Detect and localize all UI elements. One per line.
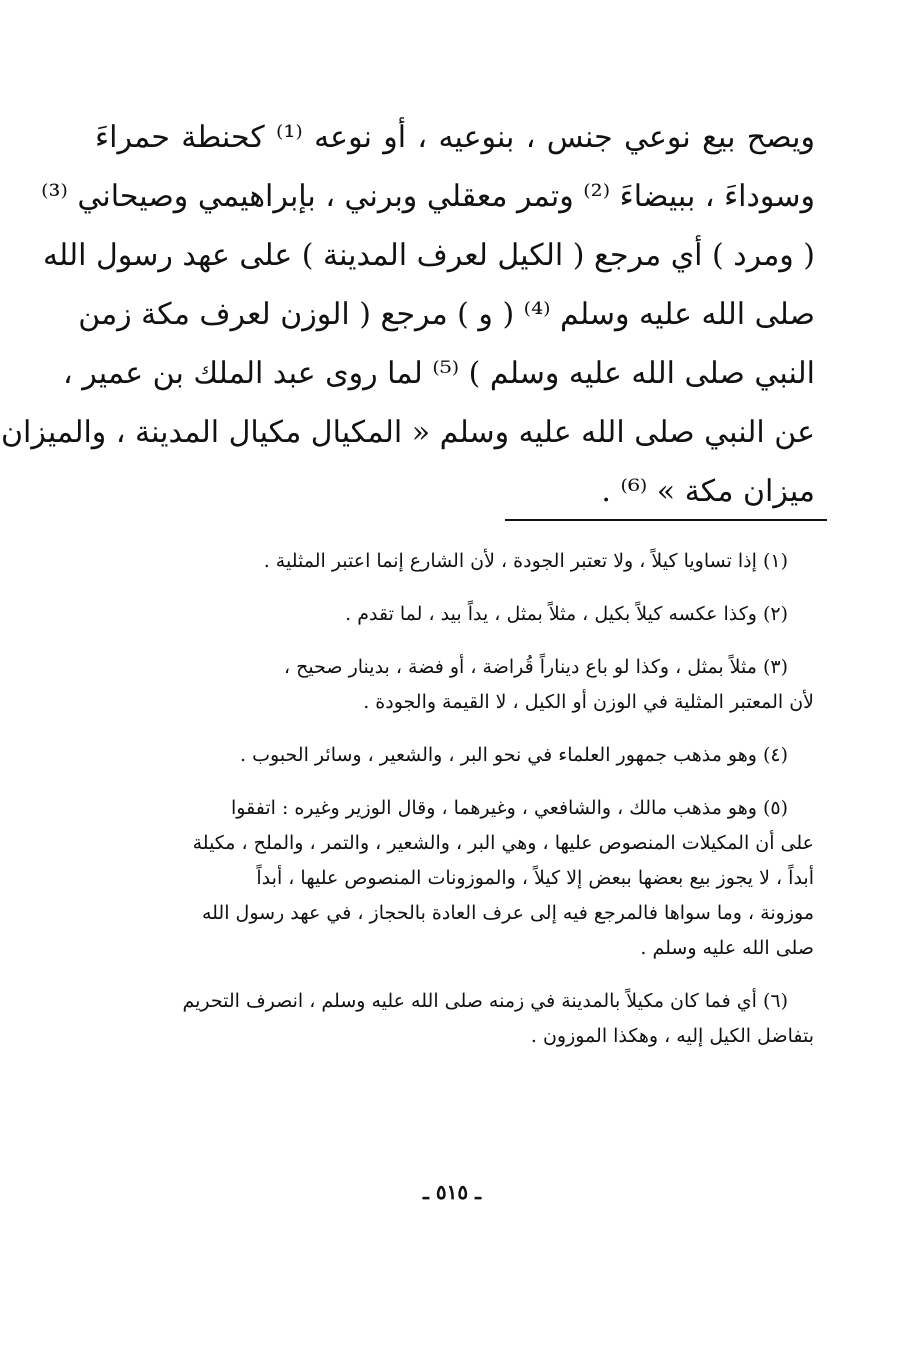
- footnote-number: (٤): [762, 744, 788, 766]
- footnote-line: موزونة ، وما سواها فالمرجع فيه إلى عرف العادة بالحجاز ، في عهد رسول الله: [201, 902, 814, 924]
- footnote-line: [72, 984, 814, 1019]
- footnotes-block: [72, 544, 814, 1072]
- main-text-block: [1, 108, 815, 521]
- main-text-line: ميزان مكة » ⁽⁶⁾ .: [601, 474, 815, 509]
- footnote-text: وهو مذهب جمهور العلماء في نحو البر ، والشعير ، وسائر الحبوب .: [240, 744, 757, 766]
- main-text-line: صلى الله عليه وسلم ⁽⁴⁾ ( و ) مرجع ( الوزن لعرف مكة زمن: [78, 297, 815, 332]
- footnote-number: (١): [762, 550, 788, 572]
- main-text-line: وسوداءَ ، ببيضاءَ ⁽²⁾ وتمر معقلي وبرني ، بإبراهيمي وصيحاني ⁽³⁾: [41, 179, 815, 214]
- footnote-line: لأن المعتبر المثلية في الوزن أو الكيل ، لا القيمة والجودة .: [363, 691, 814, 713]
- footnote-line: [72, 544, 814, 579]
- footnote-number: (٥): [762, 797, 788, 819]
- footnote-line: أبداً ، لا يجوز بيع بعضها ببعض إلا كيلاً ، والموزونات المنصوص عليها ، أبداً: [256, 867, 814, 889]
- footnote-text: وهو مذهب مالك ، والشافعي ، وغيرهما ، وقال الوزير وغيره : اتفقوا: [231, 797, 757, 819]
- footnote-line: بتفاضل الكيل إليه ، وهكذا الموزون .: [530, 1025, 814, 1047]
- footnote: [72, 738, 814, 773]
- footnote-text: أي فما كان مكيلاً بالمدينة في زمنه صلى الله عليه وسلم ، انصرف التحريم: [182, 990, 757, 1012]
- footnote-line: صلى الله عليه وسلم .: [640, 937, 814, 959]
- footnote-number: (٢): [762, 603, 788, 625]
- footnote: [72, 984, 814, 1054]
- footnote: [72, 650, 814, 720]
- footnote: [72, 597, 814, 632]
- main-text-line: النبي صلى الله عليه وسلم ) ⁽⁵⁾ لما روى عبد الملك بن عمير ،: [63, 356, 815, 391]
- footnote-text: مثلاً بمثل ، وكذا لو باع ديناراً قُراضة ، أو فضة ، بدينار صحيح ،: [283, 656, 757, 678]
- footnote: [72, 544, 814, 579]
- footnote-line: [72, 738, 814, 773]
- main-text-line: ويصح بيع نوعي جنس ، بنوعيه ، أو نوعه ⁽¹⁾ كحنطة حمراءَ: [95, 120, 815, 155]
- footnote-text: إذا تساويا كيلاً ، ولا تعتبر الجودة ، لأن الشارع إنما اعتبر المثلية .: [263, 550, 757, 572]
- footnote-line: على أن المكيلات المنصوص عليها ، وهي البر ، والشعير ، والتمر ، والملح ، مكيلة: [192, 832, 814, 854]
- footnote-number: (٣): [762, 656, 788, 678]
- main-text-line: عن النبي صلى الله عليه وسلم « المكيال مكيال المدينة ، والميزان: [1, 415, 815, 450]
- footnote-divider: [505, 519, 827, 521]
- footnote-text: وكذا عكسه كيلاً بكيل ، مثلاً بمثل ، يداً بيد ، لما تقدم .: [345, 603, 757, 625]
- footnote-line: [72, 791, 814, 826]
- footnote-line: [72, 597, 814, 632]
- main-text-line: ( ومرد ) أي مرجع ( الكيل لعرف المدينة ) على عهد رسول الله: [42, 238, 815, 273]
- footnote-line: [72, 650, 814, 685]
- footnote-number: (٦): [762, 990, 788, 1012]
- footnote: [72, 791, 814, 966]
- page-number: ـ ٥١٥ ـ: [423, 1180, 481, 1204]
